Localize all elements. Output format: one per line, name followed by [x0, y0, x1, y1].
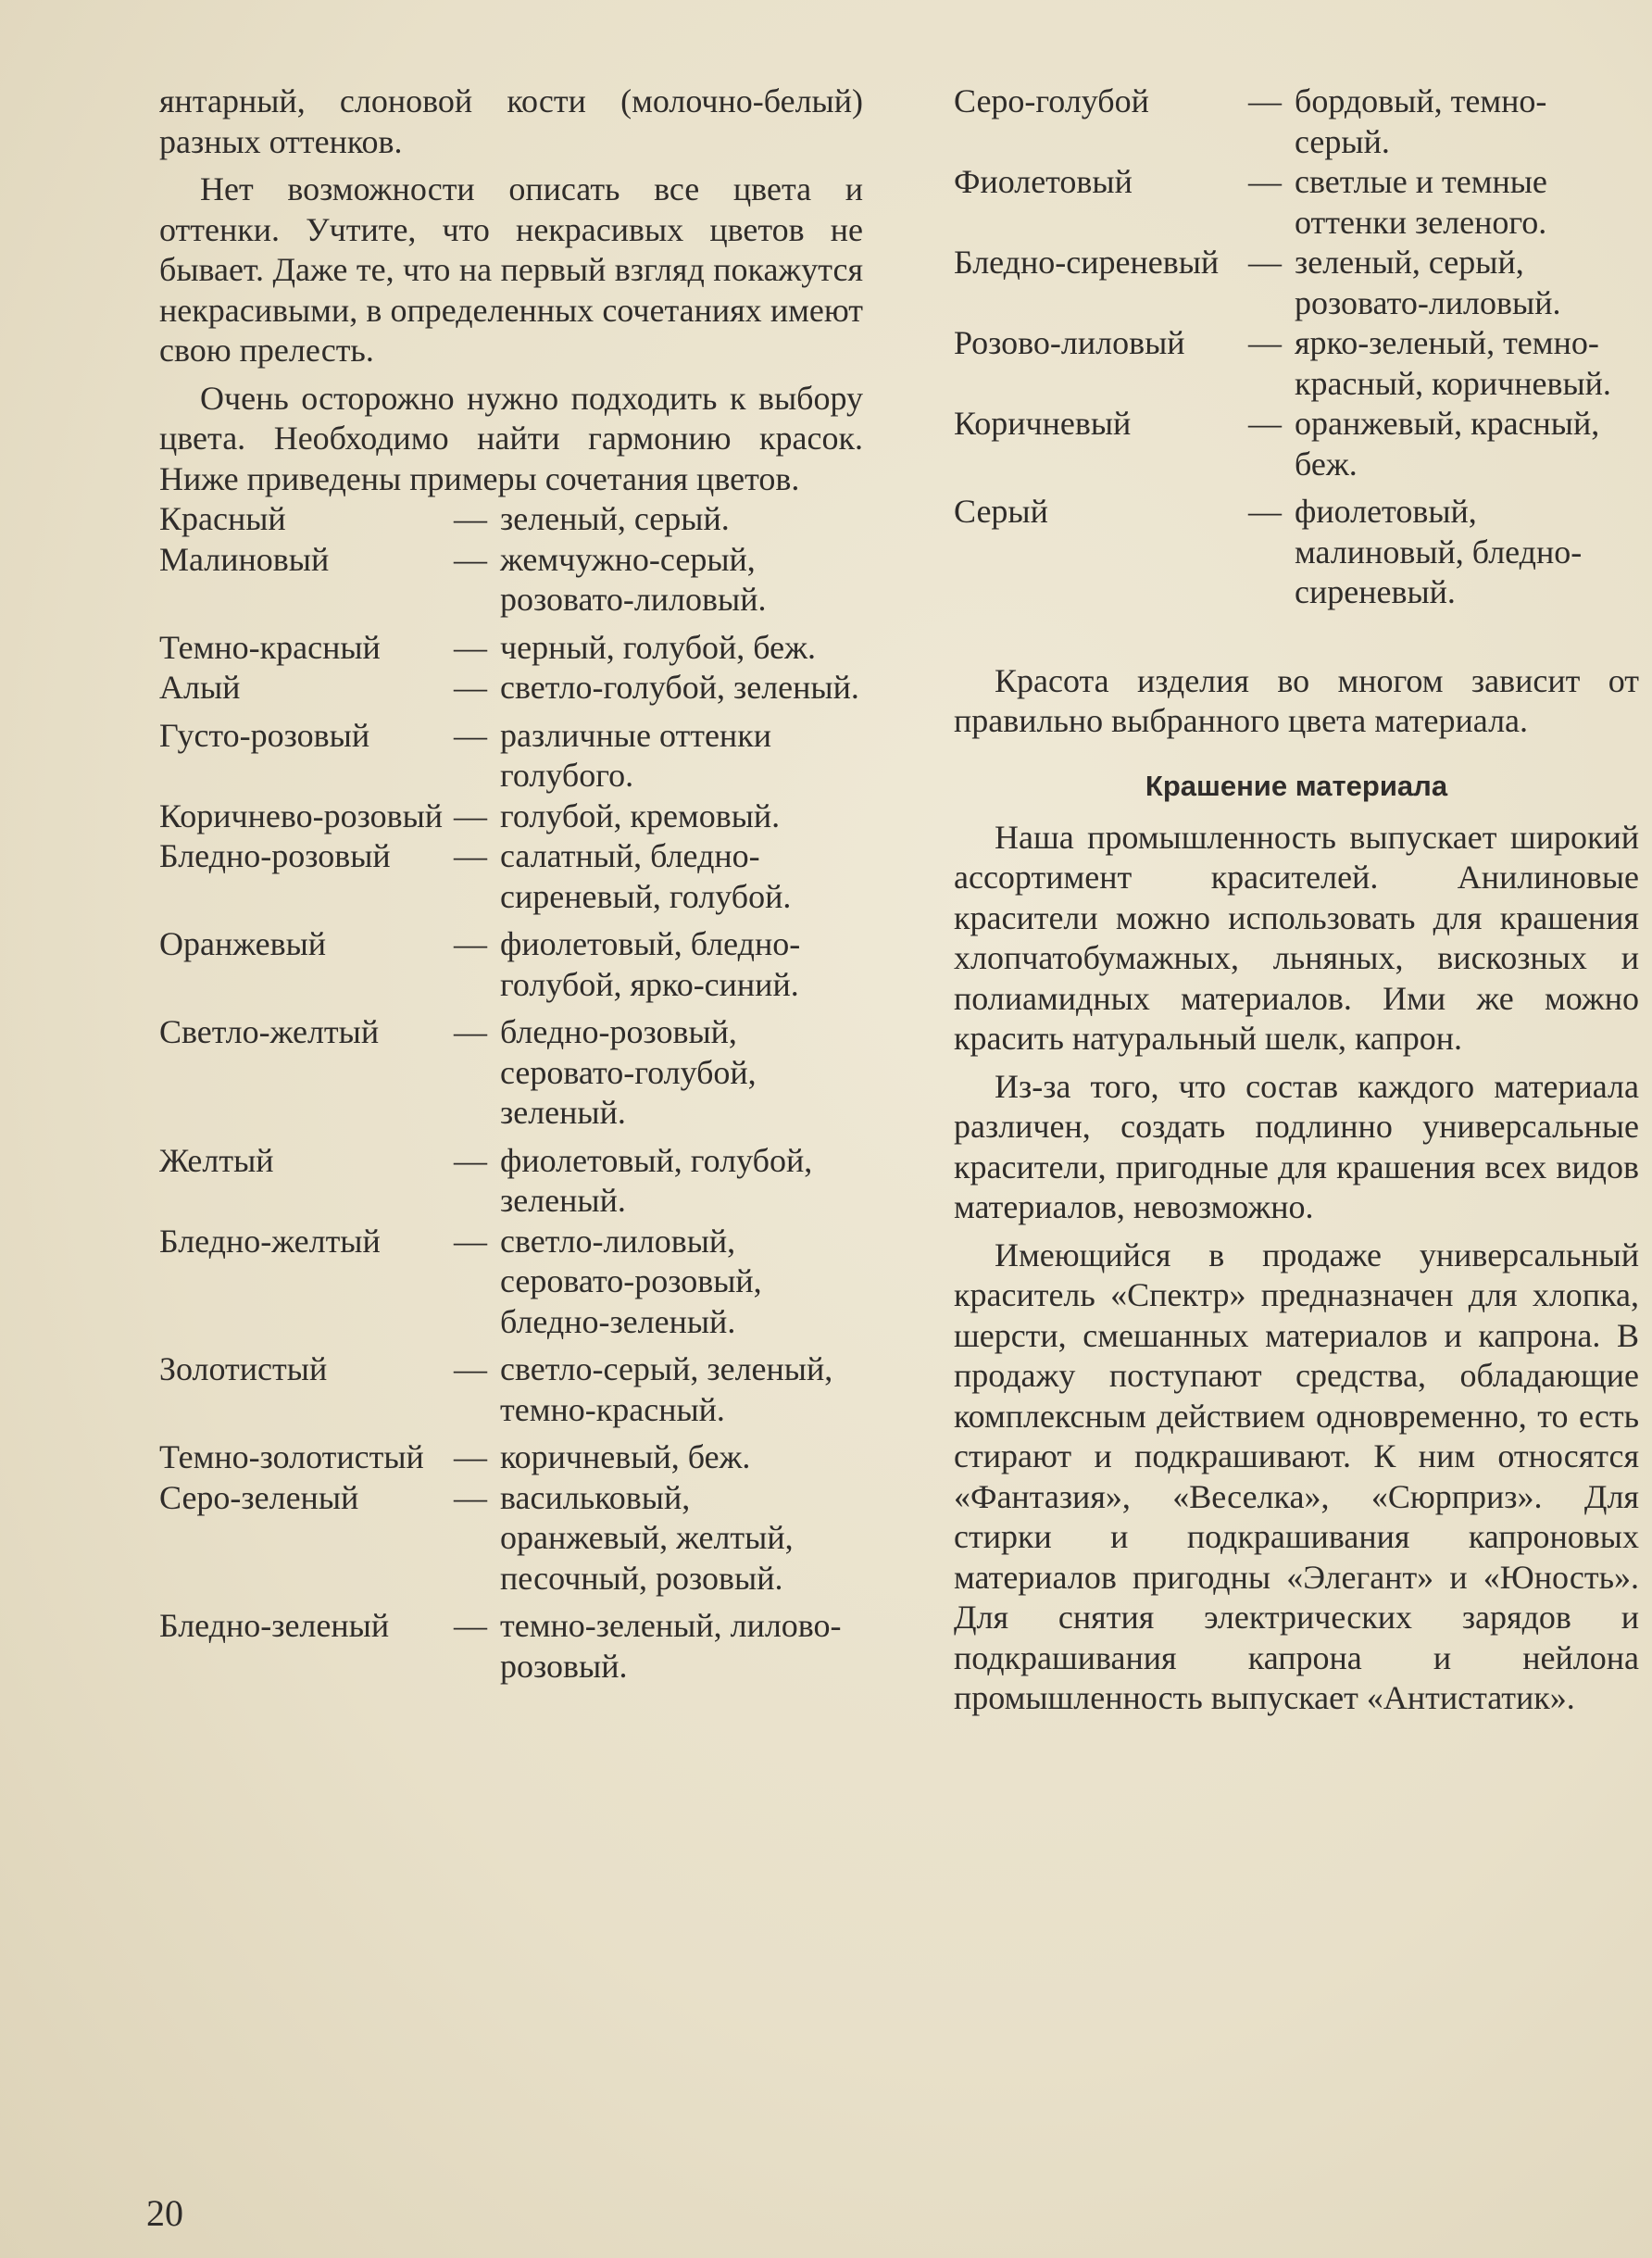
color-name: Бледно-желтый: [159, 1222, 381, 1260]
combination-value: зеленый, серый.: [500, 500, 730, 537]
combination-value: бледно-розовый, серовато-голубой, зеленый.: [500, 1013, 757, 1131]
combination-value: ярко-зеленый, темно-красный, коричневый.: [1295, 324, 1611, 402]
combination-row: [159, 1478, 863, 1599]
dash: —: [454, 925, 487, 962]
color-name: Светло-желтый: [159, 1013, 380, 1050]
color-combination-list: [159, 499, 863, 1687]
color-name: Серо-зеленый: [159, 1478, 359, 1516]
combination-row: [954, 243, 1639, 323]
page-number: 20: [146, 2192, 183, 2234]
combination-row: [954, 162, 1639, 243]
combination-value: васильковый, оранжевый, желтый, песочный, розовый.: [500, 1478, 794, 1597]
combination-value: бордовый, темно-серый.: [1295, 82, 1547, 160]
combination-value: фиолетовый, малиновый, бледно-сиреневый.: [1295, 493, 1583, 610]
dash: —: [454, 628, 487, 666]
dash: —: [454, 1141, 487, 1179]
color-name: Фиолетовый: [954, 163, 1133, 200]
section-heading: Крашение материала: [1145, 769, 1448, 802]
combination-value: фиолетовый, бледно-голубой, ярко-синий.: [500, 925, 801, 1003]
combination-row: [954, 492, 1639, 613]
combination-value: светло-голубой, зеленый.: [500, 669, 859, 706]
color-name: Красный: [159, 500, 286, 537]
combination-value: коричневый, беж.: [500, 1438, 751, 1475]
paragraph-composition: Из-за того, что состав каждого материала различен, создать подлинно универсальные красители, пригодные для крашения всех видов материалов, невозможно.: [954, 1067, 1639, 1225]
color-name: Темно-золотистый: [159, 1438, 424, 1475]
dash: —: [454, 540, 487, 578]
dash: —: [454, 500, 487, 537]
combination-value: различные оттенки голубого.: [500, 716, 771, 794]
dash: —: [1248, 82, 1282, 119]
combination-row: [159, 1141, 863, 1222]
color-name: Желтый: [159, 1141, 274, 1179]
dash: —: [1248, 163, 1282, 200]
dash: —: [1248, 324, 1282, 361]
dash: —: [454, 837, 487, 874]
color-name: Густо-розовый: [159, 716, 370, 754]
right-column: [954, 82, 1639, 1719]
combination-value: светло-серый, зеленый, темно-красный.: [500, 1350, 833, 1428]
combination-row: [159, 1222, 863, 1343]
combination-row: [159, 499, 863, 540]
dash: —: [454, 1438, 487, 1475]
combination-row: [159, 716, 863, 797]
dash: —: [454, 669, 487, 706]
combination-value: жемчужно-серый, розовато-лиловый.: [500, 540, 767, 618]
color-name: Бледно-сиреневый: [954, 244, 1220, 281]
combination-value: голубой, кремовый.: [500, 797, 781, 834]
combination-row: [954, 404, 1639, 484]
paragraph-choose-color: Очень осторожно нужно подходить к выбору цвета. Необходимо найти гармонию красок. Ниже приведены примеры сочетания цветов.: [159, 379, 863, 497]
combination-row: [159, 1349, 863, 1430]
combination-row: [159, 628, 863, 669]
combination-value: черный, голубой, беж.: [500, 628, 816, 666]
dash: —: [454, 1350, 487, 1387]
paragraph-beauty: Красота изделия во многом зависит от правильно выбранного цвета материала.: [954, 661, 1639, 739]
dash: —: [1248, 405, 1282, 442]
combination-row: [954, 82, 1639, 162]
paragraph-spektr: Имеющийся в продаже универсальный краситель «Спектр» предназначен для хлопка, шерсти, смешанных материалов и капрона. В продажу поступают средства, обладающие комплексным действием одновременно, то есть стирают и подкрашивают. К ним относятся «Фантазия», «Веселка», «Сюрприз». Для стирки и подкрашивания капроновых материалов пригодны «Элегант» и «Юность». Для снятия электрических зарядов и подкрашивания капрона и нейлона промышленность выпускает «Антистатик».: [954, 1236, 1639, 1716]
dash: —: [454, 1607, 487, 1644]
combination-row: [159, 668, 863, 709]
color-name: Серо-голубой: [954, 82, 1149, 119]
combination-value: оранжевый, красный, беж.: [1295, 405, 1600, 483]
dash: —: [454, 1222, 487, 1260]
combination-row: [159, 836, 863, 917]
dash: —: [454, 1013, 487, 1050]
paragraph-no-possibility: Нет возможности описать все цвета и оттенки. Учтите, что некрасивых цветов не бывает. Даже те, что на первый взгляд покажутся некрасивыми, в определенных сочетаниях имеют свою прелесть.: [159, 170, 863, 369]
combination-row: [159, 1606, 863, 1687]
color-name: Алый: [159, 669, 241, 706]
color-name: Розово-лиловый: [954, 324, 1185, 361]
paragraph-industry: Наша промышленность выпускает широкий ассортимент красителей. Анилиновые красители можно использовать для крашения хлопчатобумажных, льняных, вискозных и полиамидных материалов. Ими же можно красить натуральный шелк, капрон.: [954, 818, 1639, 1057]
combination-value: зеленый, серый, розовато-лиловый.: [1295, 244, 1561, 321]
combination-row: [159, 540, 863, 621]
color-name: Коричнево-розовый: [159, 797, 444, 834]
combination-value: салатный, бледно-сиреневый, голубой.: [500, 837, 792, 915]
combination-row: [159, 1437, 863, 1478]
dash: —: [1248, 493, 1282, 530]
combination-value: фиолетовый, голубой, зеленый.: [500, 1141, 813, 1219]
color-name: Темно-красный: [159, 628, 381, 666]
color-name: Бледно-зеленый: [159, 1607, 390, 1644]
combination-row: [159, 924, 863, 1005]
intro-continuation: янтарный, слоновой кости (молочно-белый) разных оттенков.: [159, 82, 863, 160]
color-name: Малиновый: [159, 540, 330, 578]
combination-value: темно-зеленый, лилово-розовый.: [500, 1607, 842, 1685]
combination-value: светло-лиловый, серовато-розовый, бледно-зеленый.: [500, 1222, 762, 1340]
dash: —: [454, 797, 487, 834]
dash: —: [454, 1478, 487, 1516]
dash: —: [1248, 244, 1282, 281]
color-name: Серый: [954, 493, 1048, 530]
left-column: [159, 82, 863, 1687]
combination-row: [954, 323, 1639, 404]
color-name: Коричневый: [954, 405, 1132, 442]
combination-value: светлые и темные оттенки зеленого.: [1295, 163, 1547, 241]
combination-row: [159, 797, 863, 837]
color-name: Оранжевый: [159, 925, 327, 962]
color-combination-list-continued: [954, 82, 1639, 613]
color-name: Золотистый: [159, 1350, 328, 1387]
dash: —: [454, 716, 487, 754]
color-name: Бледно-розовый: [159, 837, 391, 874]
combination-row: [159, 1012, 863, 1134]
